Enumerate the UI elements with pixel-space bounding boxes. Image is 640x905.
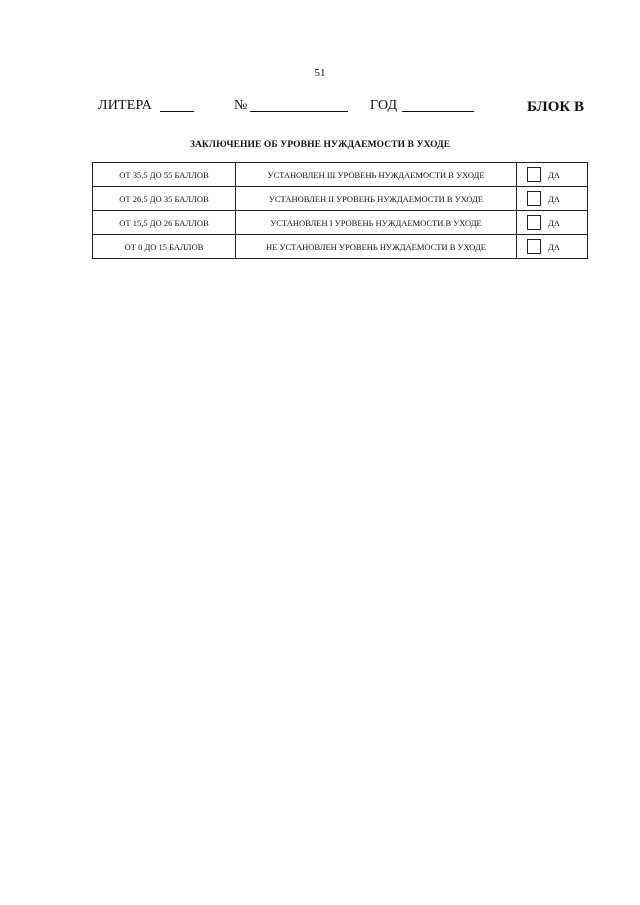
level-description: УСТАНОВЛЕН II УРОВЕНЬ НУЖДАЕМОСТИ В УХОДЕ [236,187,517,211]
table-row [93,187,588,211]
table-row [93,235,588,259]
block-label: БЛОК В [526,99,584,115]
yes-checkbox[interactable] [527,239,541,254]
litera-label: ЛИТЕРА [98,98,153,113]
table-row [93,211,588,235]
answer-cell [517,235,588,259]
answer-cell [517,211,588,235]
yes-checkbox[interactable] [527,215,541,230]
score-range: ОТ 15,5 ДО 26 БАЛЛОВ [93,211,236,235]
yes-label: ДА [548,169,560,180]
answer-cell [517,163,588,187]
level-description: НЕ УСТАНОВЛЕН УРОВЕНЬ НУЖДАЕМОСТИ В УХОДЕ [236,235,517,259]
score-range: ОТ 0 ДО 15 БАЛЛОВ [93,235,236,259]
care-need-table [92,162,588,259]
yes-label: ДА [548,217,560,228]
year-label: ГОД [370,98,398,113]
answer-cell [517,187,588,211]
yes-checkbox[interactable] [527,191,541,206]
score-range: ОТ 35,5 ДО 55 БАЛЛОВ [93,163,236,187]
score-range: ОТ 26,5 ДО 35 БАЛЛОВ [93,187,236,211]
yes-label: ДА [548,193,560,204]
page-number: 51 [314,67,326,79]
yes-checkbox[interactable] [527,167,541,182]
form-header [98,96,584,118]
section-title: ЗАКЛЮЧЕНИЕ ОБ УРОВНЕ НУЖДАЕМОСТИ В УХОДЕ [189,140,451,150]
number-label: № [234,98,248,113]
level-description: УСТАНОВЛЕН III УРОВЕНЬ НУЖДАЕМОСТИ В УХОДЕ [236,163,517,187]
litera-field[interactable] [160,111,194,112]
yes-label: ДА [548,241,560,252]
level-description: УСТАНОВЛЕН I УРОВЕНЬ НУЖДАЕМОСТИ В УХОДЕ [236,211,517,235]
number-field[interactable] [250,111,348,112]
year-field[interactable] [402,111,474,112]
table-row [93,163,588,187]
